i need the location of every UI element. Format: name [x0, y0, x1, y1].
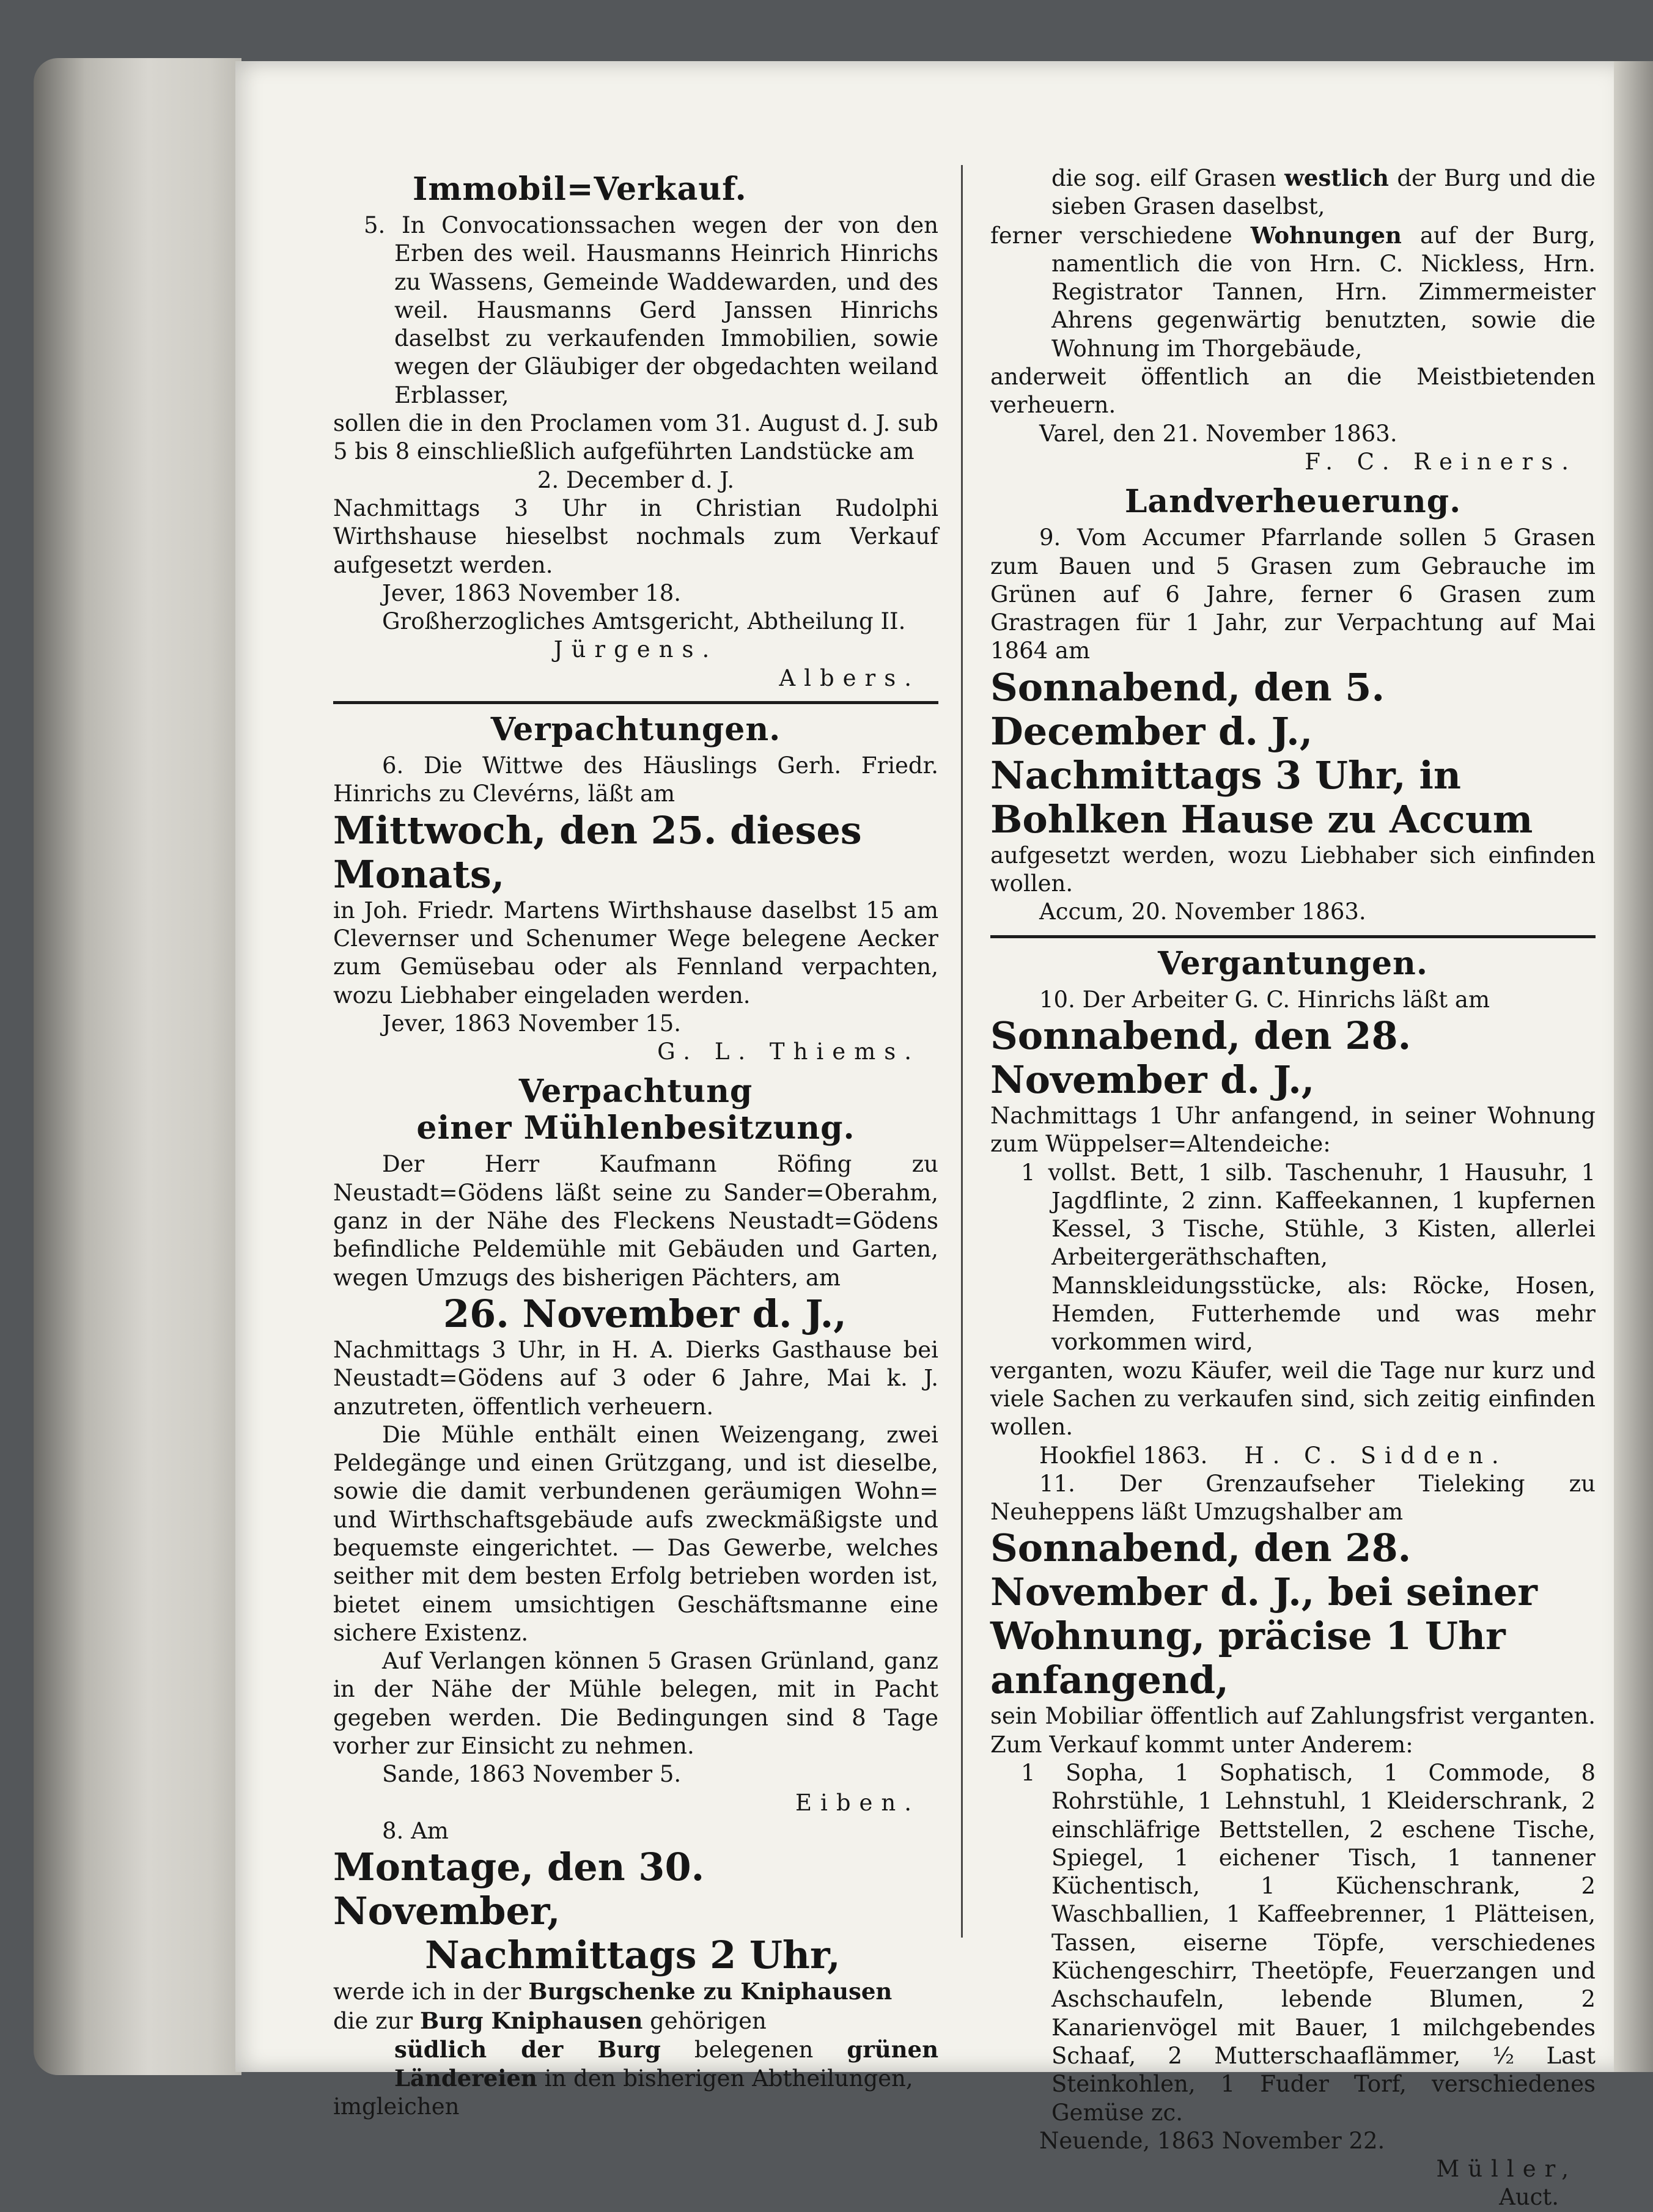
notice-10-place [990, 1442, 1596, 1470]
notice-10-text: 10. Der Arbeiter G. C. Hinrichs läßt am [1039, 986, 1490, 1013]
notice-5-place: Jever, 1863 November 18. [382, 579, 682, 606]
notice-8-west: westlich [1284, 164, 1389, 191]
notice-8-time: Nachmittags 2 Uhr, [425, 1933, 841, 1978]
left-column [333, 164, 938, 2122]
notice-7-time: Nachmittags 3 Uhr, in H. A. Dierks Gasthause bei Neustadt=Gödens auf 3 oder 6 Jahre, Mai k. J. anzutreten, öffentlich verheuern. [333, 1336, 938, 1420]
notice-5-time: Nachmittags 3 Uhr in Christian Rudolphi Wirthshause hieselbst nochmals zum Verkauf aufgesetzt werden. [333, 494, 938, 578]
heading-vergantungen: Vergantungen. [1158, 944, 1428, 982]
notice-8-line-3 [333, 2035, 938, 2093]
notice-10-date: Sonnabend, den 28. November d. J., [990, 1013, 1412, 1102]
notice-8-cont-2c: auf der Burg, namentlich die von Hrn. C. Nickless, Hrn. Registrator Tannen, Hrn. Zimmermeister Ahrens gegenwärtig benutzten, sowie die Wohnung im Thorgebäude, [1051, 222, 1596, 362]
heading-verpachtungen: Verpachtungen. [490, 711, 781, 749]
notice-8-line-1 [333, 1977, 938, 2006]
notice-11-items: 1 Sopha, 1 Sophatisch, 1 Commode, 8 Rohrstühle, 1 Lehnstuhl, 1 Kleiderschrank, 2 einschläfrige Bettstellen, 2 eschene Tische, Spiegel, 1 eichener Tisch, 1 tannener Küchentisch, 1 Küchenschrank, 2 Waschballien, 1 Kaffeebrenner, 1 Plätteisen, Tassen, eiserne Töpfe, verschiedenes Küchengeschirr, Theetöpfe, Feuerzangen und Aschschaufeln, lebende Blumen, 2 Kanarienvögel mit Bauer, 1 milchgebendes Schaaf, 2 Mutterschaaflämmer, ½ Last Steinkohlen, 1 Fuder Torf, verschiedenes Gemüse zc. [1021, 1759, 1596, 2126]
notice-8-line-1a: werde ich in der [333, 1979, 529, 2005]
notice-8-line-2 [333, 2007, 938, 2035]
heading-muehlenbesitzung: einer Mühlenbesitzung. [416, 1109, 855, 1147]
notice-5-body: sollen die in den Proclamen vom 31. August d. J. sub 5 bis 8 einschließlich aufgeführten Landstücke am [333, 410, 938, 465]
notice-8-location: Burgschenke zu Kniphausen [528, 1978, 893, 2005]
notice-9-place: Accum, 20. November 1863. [1039, 898, 1366, 925]
notice-7-place: Sande, 1863 November 5. [382, 1761, 682, 1788]
notice-6-date: Mittwoch, den 25. dieses Monats, [333, 807, 862, 897]
notice-6-place: Jever, 1863 November 15. [382, 1010, 682, 1037]
notice-8-line-2a: die zur [333, 2007, 420, 2034]
notice-7-description: Die Mühle enthält einen Weizengang, zwei Peldegänge und einen Grützgang, und ist dieselbe, sowie die damit verbundenen geräumigen Wohn= und Wirthschaftsgebäude aufs zweckmäßigste und bequemste eingerichtet. — Das Gewerbe, welches seither mit dem besten Erfolg betrieben worden ist, bietet einem umsichtigen Geschäftsmanne eine sichere Existenz. [333, 1421, 938, 1646]
notice-8-burg: Burg Kniphausen [419, 2007, 643, 2034]
notice-10-place-text: Hookfiel 1863. [1039, 1442, 1208, 1469]
notice-8-text: 8. Am [382, 1817, 449, 1844]
notice-8-line-2c: gehörigen [642, 2007, 767, 2034]
heading-verpachtung: Verpachtung [518, 1073, 753, 1111]
notice-7-text: Der Herr Kaufmann Röfing zu Neustadt=Gödens läßt seine zu Sander=Oberahm, ganz in der Nähe des Fleckens Neustadt=Gödens befindliche Peldemühle mit Gebäuden und Garten, wegen Umzugs des bisherigen Pächters, am [333, 1151, 938, 1291]
section-rule-right [990, 935, 1596, 938]
notice-10-time: Nachmittags 1 Uhr anfangend, in seiner Wohnung zum Wüppelser=Altendeiche: [990, 1102, 1596, 1158]
notice-8-cont-2a: ferner verschiedene [990, 222, 1251, 249]
column-divider [961, 165, 963, 1938]
notice-9-body: aufgesetzt werden, wozu Liebhaber sich einfinden wollen. [990, 842, 1596, 897]
notice-8-line-3b: belegenen [660, 2036, 847, 2063]
notice-11-body: sein Mobiliar öffentlich auf Zahlungsfrist verganten. Zum Verkauf kommt unter Anderem: [990, 1703, 1596, 1758]
heading-landverheuerung: Landverheuerung. [1124, 483, 1462, 521]
page-right-edge [1614, 61, 1653, 2072]
notice-8-cont-3: anderweit öffentlich an die Meistbietenden verheuern. [990, 364, 1596, 419]
notice-8-cont-2 [990, 221, 1596, 363]
notice-11-place: Neuende, 1863 November 22. [1039, 2127, 1385, 2154]
notice-5-date: 2. December d. J. [537, 466, 735, 493]
notice-8-cont-1a: die sog. eilf Grasen [1051, 165, 1285, 191]
section-rule [333, 701, 938, 704]
notice-10-signature: H. C. Sidden. [1244, 1442, 1508, 1469]
notice-9-text: 9. Vom Accumer Pfarrlande sollen 5 Grasen zum Bauen und 5 Grasen zum Gebrauche im Grünen auf 6 Jahre, ferner 6 Grasen zum Grastragen für 1 Jahr, zur Verpachtung auf Mai 1864 am [990, 524, 1596, 664]
notice-7-date: 26. November d. J., [443, 1291, 847, 1336]
notice-10-items: 1 vollst. Bett, 1 silb. Taschenuhr, 1 Hausuhr, 1 Jagdflinte, 2 zinn. Kaffeekannen, 1 kupfernen Kessel, 3 Tische, Stühle, 3 Kisten, allerlei Arbeitergeräthschaften, Mannskleidungsstücke, als: Röcke, Hosen, Hemden, Futterhemde und was mehr vorkommen wird, [1021, 1159, 1596, 1356]
notice-5-authority: Großherzogliches Amtsgericht, Abtheilung II. [382, 608, 906, 635]
notice-5-signature-1: Jürgens. [553, 636, 718, 663]
notice-11-signature-title: Auct. [1499, 2184, 1559, 2211]
notice-8-place: Varel, den 21. November 1863. [1039, 420, 1397, 447]
heading-immobil-verkauf: Immobil=Verkauf. [413, 171, 747, 208]
notice-8-date: Montage, den 30. November, [333, 1845, 705, 1934]
notice-11-signature: Müller, [1436, 2156, 1577, 2183]
notice-8-cont-1 [990, 164, 1596, 221]
notice-8-line-4: imgleichen [333, 2093, 460, 2120]
right-column [990, 164, 1596, 2212]
notice-7-grassland: Auf Verlangen können 5 Grasen Grünland, ganz in der Nähe der Mühle belegen, mit in Pacht gegeben werden. Die Bedingungen sind 8 Tage vorher zur Einsicht zu nehmen. [333, 1648, 938, 1760]
notice-8-south: südlich der Burg [394, 2035, 661, 2063]
notice-10-body: verganten, wozu Käufer, weil die Tage nur kurz und viele Sachen zu verkaufen sind, sich zeitig einfinden wollen. [990, 1357, 1596, 1441]
notice-8-wohnungen: Wohnungen [1250, 221, 1402, 249]
notice-11-text: 11. Der Grenzaufseher Tieleking zu Neuheppens läßt Umzugshalber am [990, 1470, 1596, 1526]
notice-6-text: 6. Die Wittwe des Häuslings Gerh. Friedr. Hinrichs zu Clevérns, läßt am [333, 752, 938, 807]
notice-6-body: in Joh. Friedr. Martens Wirthshause daselbst 15 am Clevernser und Schenumer Wege belegene Aecker zum Gemüsebau oder als Fennland verpachten, wozu Liebhaber eingeladen werden. [333, 897, 938, 1009]
book-page-edges [34, 58, 241, 2075]
notice-6-signature: G. L. Thiems. [657, 1038, 920, 1065]
notice-8-line-3d: in den bisherigen Abtheilungen, [537, 2065, 913, 2092]
notice-5-text: 5. In Convocationssachen wegen der von den Erben des weil. Hausmanns Heinrich Hinrichs zu Wassens, Gemeinde Waddewarden, und des weil. Hausmanns Gerd Janssen Hinrichs daselbst zu verkaufenden Immobilien, sowie wegen der Gläubiger der obgedachten weiland Erblasser, [364, 212, 938, 408]
notice-7-signature: Eiben. [795, 1789, 920, 1816]
notice-11-date: Sonnabend, den 28. November d. J., bei seiner Wohnung, präcise 1 Uhr anfangend, [990, 1526, 1537, 1703]
notice-8-lands: grünen Ländereien [394, 2035, 938, 2092]
notice-8-signature: F. C. Reiners. [1305, 448, 1577, 475]
notice-8-cont-1c: der Burg und die sieben Grasen daselbst, [1051, 165, 1596, 220]
notice-5-signature-2: Albers. [779, 664, 920, 691]
notice-9-date: Sonnabend, den 5. December d. J., Nachmittags 3 Uhr, in Bohlken Hause zu Accum [990, 664, 1533, 842]
